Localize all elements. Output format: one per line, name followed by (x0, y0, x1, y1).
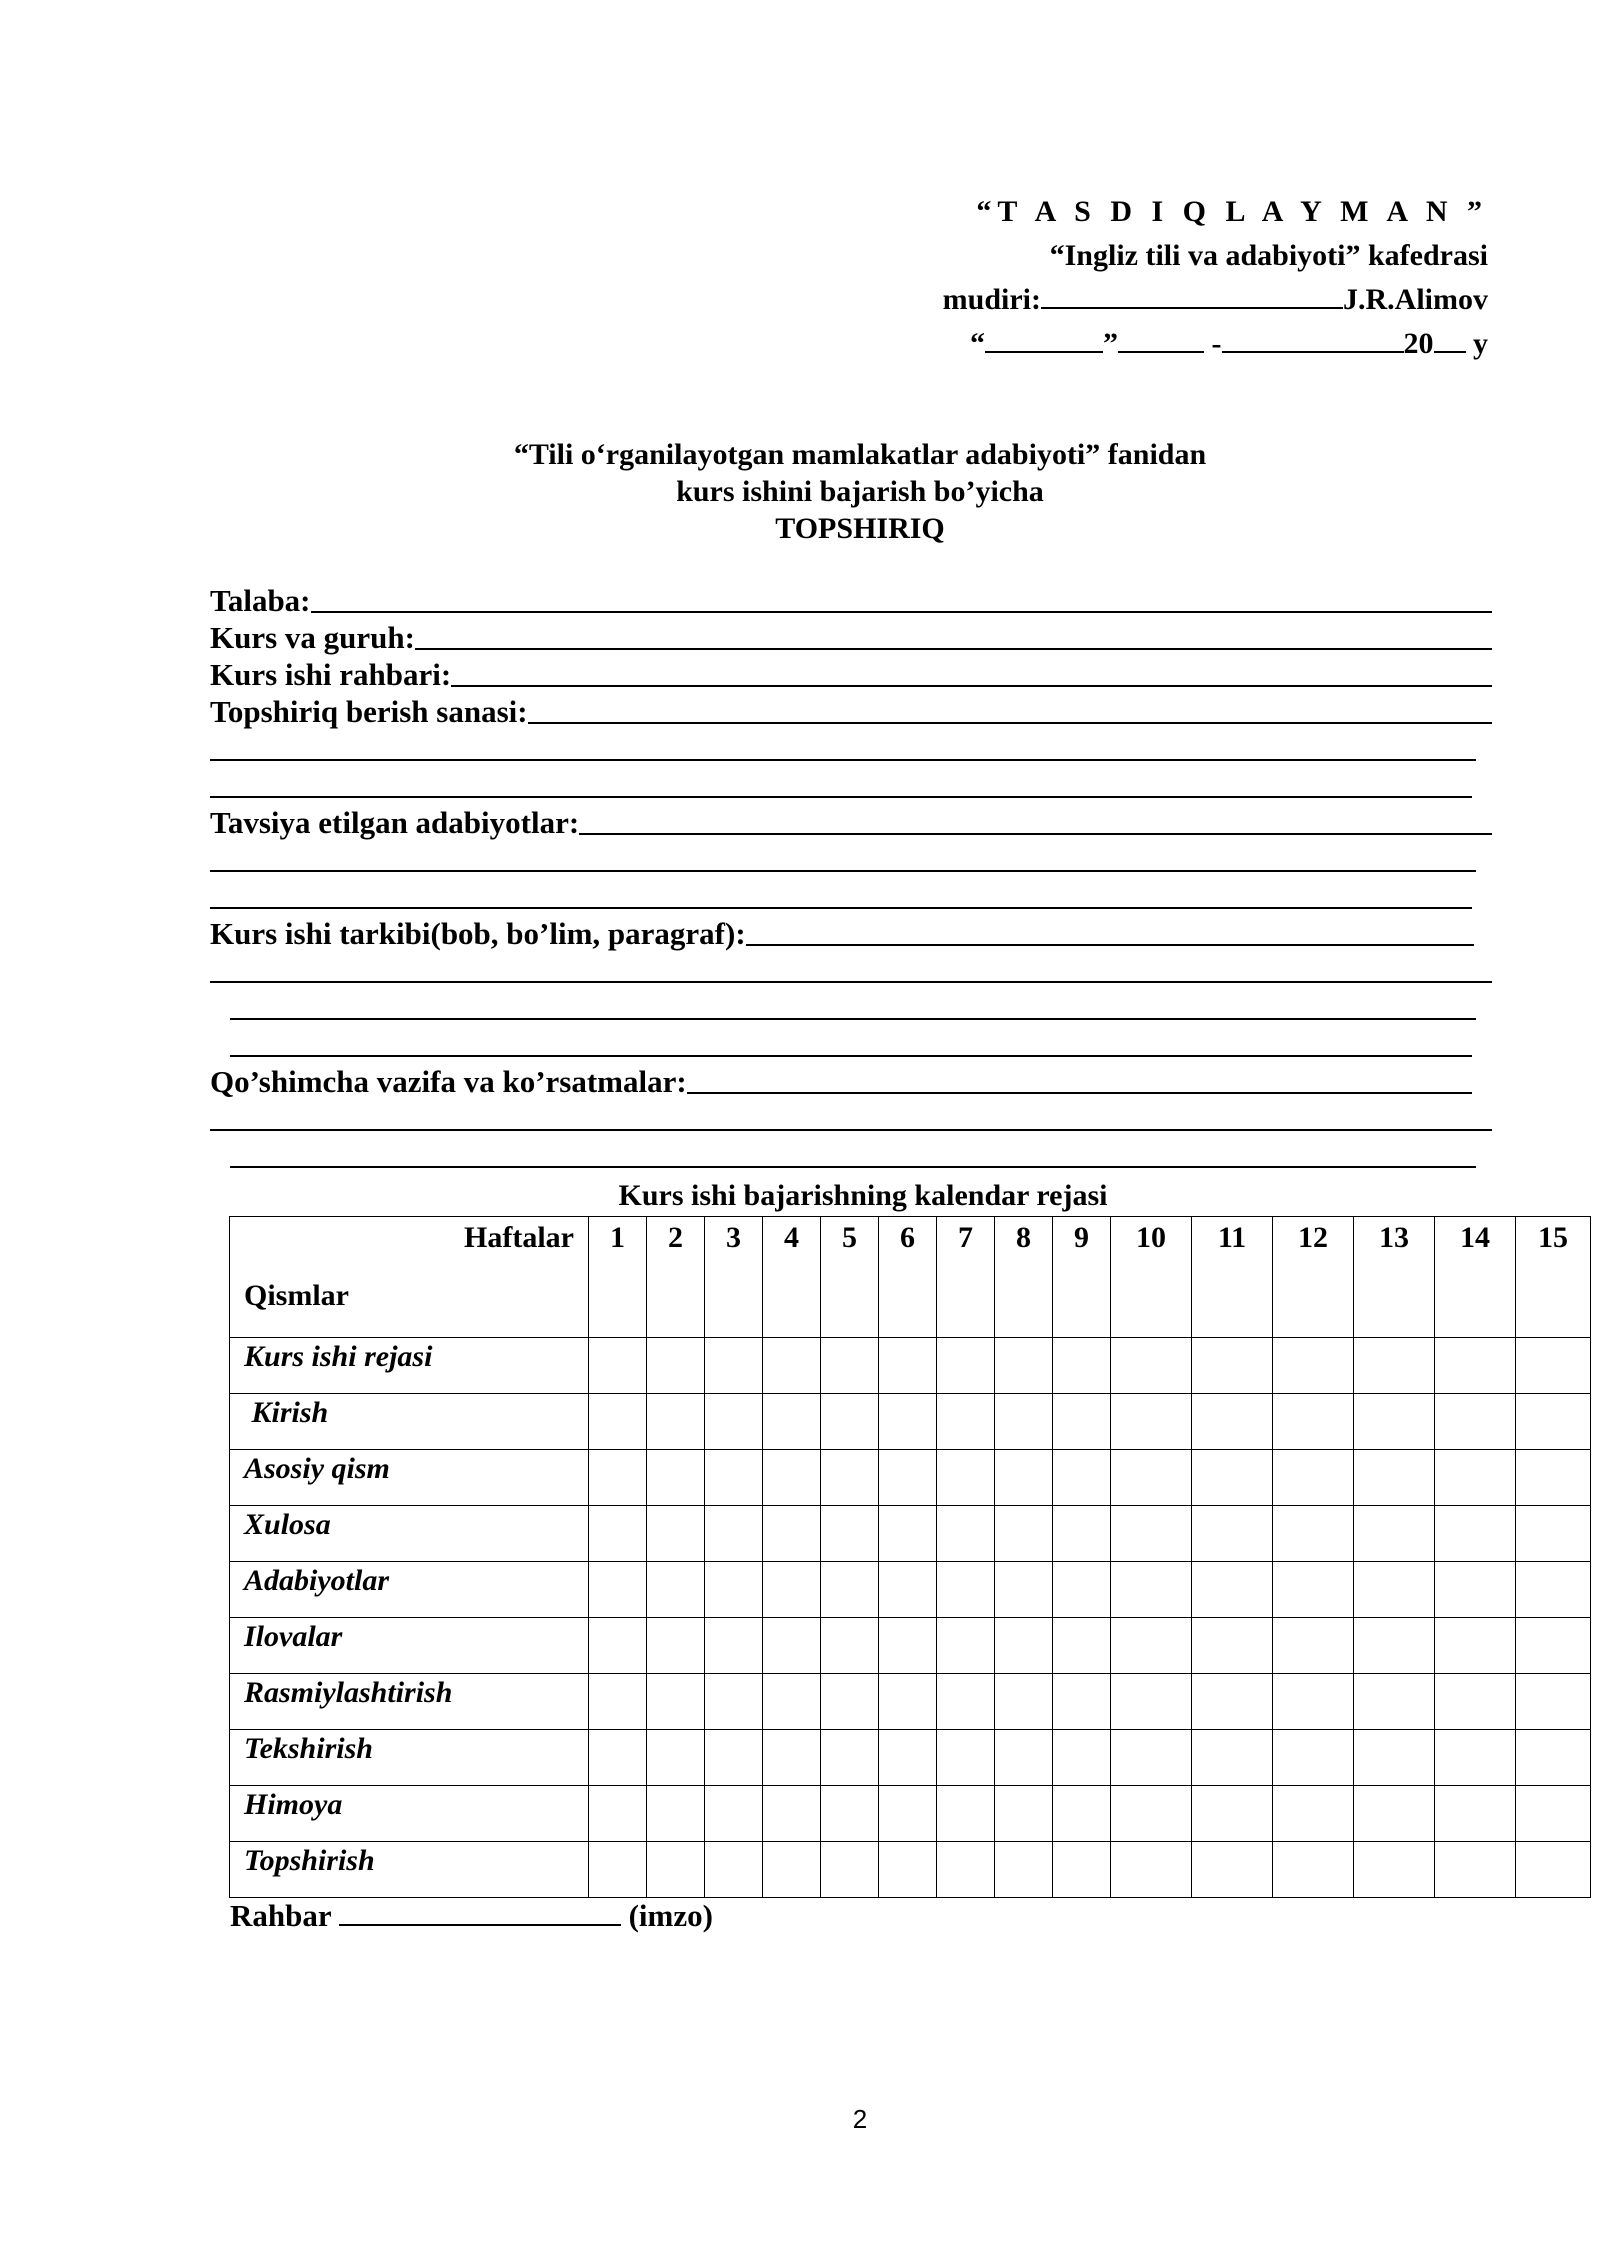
week-header-cell: 11 (1192, 1217, 1273, 1338)
blank-line[interactable] (210, 1137, 1492, 1174)
schedule-cell[interactable] (1354, 1730, 1435, 1786)
parts-label: Qismlar (244, 1279, 349, 1312)
schedule-cell[interactable] (763, 1618, 821, 1674)
schedule-cell[interactable] (1111, 1618, 1192, 1674)
schedule-cell[interactable] (1053, 1394, 1111, 1450)
calendar-header-row (230, 1217, 1591, 1338)
schedule-cell[interactable] (1192, 1562, 1273, 1618)
schedule-cell[interactable] (821, 1338, 879, 1394)
schedule-cell[interactable] (1435, 1338, 1516, 1394)
schedule-cell[interactable] (1354, 1786, 1435, 1842)
week-header-cell: 9 (1053, 1217, 1111, 1338)
part-label-cell: Adabiyotlar (230, 1562, 589, 1618)
schedule-cell[interactable] (821, 1506, 879, 1562)
schedule-cell[interactable] (1192, 1786, 1273, 1842)
week-header-cell: 1 (589, 1217, 647, 1338)
signature-label: Rahbar (230, 1898, 332, 1933)
schedule-cell[interactable] (1273, 1842, 1354, 1898)
schedule-cell[interactable] (1192, 1506, 1273, 1562)
schedule-cell[interactable] (879, 1730, 937, 1786)
schedule-cell[interactable] (705, 1562, 763, 1618)
schedule-cell[interactable] (1516, 1674, 1591, 1730)
approval-head-name: J.R.Alimov (1343, 283, 1488, 316)
schedule-cell[interactable] (1273, 1450, 1354, 1506)
schedule-cell[interactable] (1516, 1338, 1591, 1394)
schedule-cell[interactable] (647, 1730, 705, 1786)
schedule-cell[interactable] (1516, 1450, 1591, 1506)
schedule-cell[interactable] (1053, 1338, 1111, 1394)
course-group-field[interactable] (415, 646, 1492, 650)
schedule-cell[interactable] (995, 1842, 1053, 1898)
schedule-cell[interactable] (1516, 1618, 1591, 1674)
blank-line[interactable] (210, 841, 1492, 878)
schedule-cell[interactable] (1111, 1730, 1192, 1786)
supervisor-field[interactable] (451, 683, 1492, 687)
schedule-cell[interactable] (1053, 1842, 1111, 1898)
schedule-cell[interactable] (705, 1450, 763, 1506)
supervisor-label: Kurs ishi rahbari: (210, 657, 452, 692)
blank-line[interactable] (210, 1100, 1492, 1137)
schedule-cell[interactable] (1354, 1394, 1435, 1450)
schedule-cell[interactable] (1435, 1450, 1516, 1506)
schedule-cell[interactable] (589, 1618, 647, 1674)
schedule-cell[interactable] (1192, 1394, 1273, 1450)
schedule-cell[interactable] (995, 1394, 1053, 1450)
week-header-cell: 2 (647, 1217, 705, 1338)
week-header-cell: 5 (821, 1217, 879, 1338)
schedule-cell[interactable] (879, 1674, 937, 1730)
schedule-cell[interactable] (937, 1674, 995, 1730)
schedule-cell[interactable] (705, 1674, 763, 1730)
week-header-cell: 15 (1516, 1217, 1591, 1338)
schedule-cell[interactable] (1354, 1562, 1435, 1618)
week-header-cell: 6 (879, 1217, 937, 1338)
references-field[interactable] (579, 831, 1492, 835)
schedule-cell[interactable] (1192, 1842, 1273, 1898)
calendar-row (230, 1506, 1591, 1562)
extra-label: Qo’shimcha vazifa va ko’rsatmalar: (210, 1064, 687, 1099)
heading-course-work: kurs ishini bajarish bo’yicha (676, 475, 1044, 508)
approval-head-line (943, 278, 1488, 322)
schedule-cell[interactable] (1053, 1786, 1111, 1842)
schedule-cell[interactable] (647, 1394, 705, 1450)
schedule-cell[interactable] (995, 1450, 1053, 1506)
calendar-row (230, 1562, 1591, 1618)
schedule-cell[interactable] (1516, 1786, 1591, 1842)
week-header-cell: 3 (705, 1217, 763, 1338)
schedule-cell[interactable] (1273, 1562, 1354, 1618)
supervisor-row (210, 656, 1492, 693)
schedule-cell[interactable] (937, 1450, 995, 1506)
schedule-cell[interactable] (1435, 1730, 1516, 1786)
schedule-cell[interactable] (1111, 1674, 1192, 1730)
schedule-cell[interactable] (763, 1842, 821, 1898)
blank-line[interactable] (210, 1026, 1492, 1063)
calendar-row (230, 1674, 1591, 1730)
schedule-cell[interactable] (1273, 1786, 1354, 1842)
schedule-cell[interactable] (763, 1562, 821, 1618)
student-label: Talaba: (210, 583, 311, 618)
calendar-row (230, 1450, 1591, 1506)
schedule-cell[interactable] (763, 1394, 821, 1450)
year-field[interactable] (1434, 323, 1466, 353)
schedule-cell[interactable] (879, 1562, 937, 1618)
schedule-cell[interactable] (879, 1506, 937, 1562)
schedule-cell[interactable] (1053, 1506, 1111, 1562)
week-header-cell: 14 (1435, 1217, 1516, 1338)
schedule-cell[interactable] (937, 1786, 995, 1842)
schedule-cell[interactable] (1111, 1394, 1192, 1450)
approval-signature-line[interactable] (1041, 279, 1343, 309)
schedule-cell[interactable] (705, 1506, 763, 1562)
schedule-cell[interactable] (705, 1786, 763, 1842)
schedule-cell[interactable] (1192, 1618, 1273, 1674)
student-field[interactable] (311, 609, 1492, 613)
schedule-cell[interactable] (705, 1394, 763, 1450)
schedule-cell[interactable] (647, 1562, 705, 1618)
schedule-cell[interactable] (1354, 1506, 1435, 1562)
schedule-cell[interactable] (1354, 1842, 1435, 1898)
schedule-cell[interactable] (1516, 1562, 1591, 1618)
schedule-cell[interactable] (763, 1730, 821, 1786)
schedule-cell[interactable] (1354, 1450, 1435, 1506)
schedule-cell[interactable] (1516, 1842, 1591, 1898)
schedule-cell[interactable] (589, 1842, 647, 1898)
schedule-cell[interactable] (647, 1842, 705, 1898)
schedule-cell[interactable] (1192, 1450, 1273, 1506)
issue-date-row (210, 693, 1492, 730)
schedule-cell[interactable] (879, 1338, 937, 1394)
schedule-cell[interactable] (589, 1338, 647, 1394)
part-label-cell: Asosiy qism (230, 1450, 589, 1506)
schedule-cell[interactable] (1111, 1842, 1192, 1898)
schedule-cell[interactable] (1053, 1618, 1111, 1674)
schedule-cell[interactable] (1273, 1394, 1354, 1450)
schedule-cell[interactable] (1435, 1674, 1516, 1730)
schedule-cell[interactable] (821, 1618, 879, 1674)
calendar-row (230, 1618, 1591, 1674)
schedule-cell[interactable] (995, 1562, 1053, 1618)
schedule-cell[interactable] (1273, 1338, 1354, 1394)
schedule-cell[interactable] (1111, 1450, 1192, 1506)
schedule-cell[interactable] (763, 1450, 821, 1506)
schedule-cell[interactable] (1192, 1730, 1273, 1786)
schedule-cell[interactable] (1273, 1506, 1354, 1562)
schedule-cell[interactable] (821, 1786, 879, 1842)
weeks-label: Haftalar (464, 1221, 574, 1254)
page-number: 2 (852, 2104, 868, 2134)
schedule-cell[interactable] (995, 1674, 1053, 1730)
schedule-cell[interactable] (1192, 1338, 1273, 1394)
calendar-row (230, 1338, 1591, 1394)
approval-head-label: mudiri: (942, 283, 1041, 316)
schedule-cell[interactable] (1435, 1842, 1516, 1898)
course-group-label: Kurs va guruh: (210, 620, 415, 655)
schedule-cell[interactable] (1273, 1618, 1354, 1674)
schedule-cell[interactable] (1516, 1394, 1591, 1450)
references-label: Tavsiya etilgan adabiyotlar: (210, 805, 580, 840)
schedule-cell[interactable] (995, 1506, 1053, 1562)
date-day-field[interactable] (985, 323, 1103, 353)
schedule-cell[interactable] (937, 1506, 995, 1562)
schedule-cell[interactable] (1354, 1674, 1435, 1730)
schedule-cell[interactable] (937, 1338, 995, 1394)
schedule-cell[interactable] (647, 1674, 705, 1730)
schedule-cell[interactable] (705, 1338, 763, 1394)
schedule-cell[interactable] (589, 1786, 647, 1842)
week-header-cell: 4 (763, 1217, 821, 1338)
schedule-cell[interactable] (1435, 1786, 1516, 1842)
schedule-cell[interactable] (1192, 1674, 1273, 1730)
schedule-cell[interactable] (1435, 1394, 1516, 1450)
document-heading (0, 436, 1600, 547)
calendar-row (230, 1842, 1591, 1898)
schedule-cell[interactable] (1516, 1730, 1591, 1786)
calendar-row (230, 1394, 1591, 1450)
blank-line[interactable] (210, 878, 1492, 915)
course-group-row (210, 619, 1492, 656)
schedule-cell[interactable] (647, 1338, 705, 1394)
schedule-cell[interactable] (589, 1562, 647, 1618)
heading-title: TOPSHIRIQ (775, 512, 945, 545)
issue-date-field[interactable] (528, 720, 1492, 724)
week-header-cell: 7 (937, 1217, 995, 1338)
schedule-cell[interactable] (821, 1842, 879, 1898)
week-header-cell: 8 (995, 1217, 1053, 1338)
assignment-form (210, 582, 1492, 1174)
structure-label: Kurs ishi tarkibi(bob, bo’lim, paragraf): (210, 916, 746, 951)
schedule-cell[interactable] (937, 1842, 995, 1898)
date-dash: - (1211, 327, 1222, 360)
approval-department: “Ingliz tili va adabiyoti” kafedrasi (1049, 239, 1488, 272)
schedule-cell[interactable] (821, 1394, 879, 1450)
date-close-quote: ” (1103, 327, 1118, 360)
schedule-cell[interactable] (937, 1618, 995, 1674)
part-label-cell: Tekshirish (230, 1730, 589, 1786)
approval-title: “T A S D I Q L A Y M A N ” (976, 195, 1488, 228)
schedule-cell[interactable] (1111, 1338, 1192, 1394)
schedule-cell[interactable] (1354, 1338, 1435, 1394)
schedule-cell[interactable] (1053, 1674, 1111, 1730)
structure-field[interactable] (746, 942, 1474, 946)
schedule-cell[interactable] (589, 1730, 647, 1786)
date-extra-field[interactable] (1222, 323, 1404, 353)
schedule-cell[interactable] (1111, 1562, 1192, 1618)
schedule-cell[interactable] (1516, 1506, 1591, 1562)
schedule-cell[interactable] (1435, 1618, 1516, 1674)
schedule-cell[interactable] (647, 1450, 705, 1506)
signature-field[interactable] (339, 1898, 621, 1926)
part-label-cell: Ilovalar (230, 1618, 589, 1674)
schedule-cell[interactable] (1435, 1562, 1516, 1618)
references-row (210, 804, 1492, 841)
schedule-cell[interactable] (589, 1394, 647, 1450)
blank-line[interactable] (210, 989, 1492, 1026)
schedule-cell[interactable] (1435, 1506, 1516, 1562)
week-header-cell: 13 (1354, 1217, 1435, 1338)
extra-field[interactable] (687, 1090, 1472, 1094)
calendar-row (230, 1786, 1591, 1842)
schedule-cell[interactable] (705, 1618, 763, 1674)
schedule-cell[interactable] (879, 1786, 937, 1842)
blank-line[interactable] (210, 767, 1492, 804)
year-suffix: y (1473, 327, 1488, 360)
schedule-cell[interactable] (937, 1730, 995, 1786)
schedule-cell[interactable] (705, 1730, 763, 1786)
schedule-cell[interactable] (1053, 1730, 1111, 1786)
part-label-cell: Kirish (230, 1394, 589, 1450)
heading-subject: “Tili o‘rganilayotgan mamlakatlar adabiyoti” fanidan (513, 438, 1207, 471)
schedule-cell[interactable] (879, 1394, 937, 1450)
schedule-cell[interactable] (589, 1506, 647, 1562)
signature-line (230, 1898, 713, 1934)
signature-note: (imzo) (628, 1898, 713, 1933)
schedule-cell[interactable] (647, 1506, 705, 1562)
schedule-cell[interactable] (937, 1394, 995, 1450)
schedule-cell[interactable] (821, 1450, 879, 1506)
calendar-corner-cell (230, 1217, 589, 1338)
approval-block (943, 190, 1488, 366)
schedule-cell[interactable] (763, 1338, 821, 1394)
schedule-cell[interactable] (647, 1618, 705, 1674)
date-month-field[interactable] (1118, 323, 1204, 353)
schedule-cell[interactable] (821, 1730, 879, 1786)
schedule-cell[interactable] (995, 1338, 1053, 1394)
blank-line[interactable] (210, 952, 1492, 989)
calendar-table (229, 1216, 1591, 1898)
calendar-row (230, 1730, 1591, 1786)
schedule-cell[interactable] (879, 1618, 937, 1674)
year-prefix: 20 (1403, 327, 1434, 360)
schedule-cell[interactable] (821, 1562, 879, 1618)
schedule-cell[interactable] (1273, 1730, 1354, 1786)
schedule-cell[interactable] (937, 1562, 995, 1618)
blank-line[interactable] (210, 730, 1492, 767)
schedule-cell[interactable] (879, 1842, 937, 1898)
week-header-cell: 12 (1273, 1217, 1354, 1338)
schedule-cell[interactable] (1111, 1786, 1192, 1842)
issue-date-label: Topshiriq berish sanasi: (210, 694, 528, 729)
schedule-cell[interactable] (705, 1842, 763, 1898)
schedule-cell[interactable] (1111, 1506, 1192, 1562)
part-label-cell: Rasmiylashtirish (230, 1674, 589, 1730)
schedule-cell[interactable] (995, 1786, 1053, 1842)
schedule-cell[interactable] (879, 1450, 937, 1506)
schedule-cell[interactable] (763, 1506, 821, 1562)
part-label-cell: Himoya (230, 1786, 589, 1842)
schedule-cell[interactable] (589, 1674, 647, 1730)
date-open-quote: “ (970, 327, 985, 360)
schedule-cell[interactable] (1053, 1450, 1111, 1506)
schedule-cell[interactable] (821, 1674, 879, 1730)
schedule-cell[interactable] (763, 1674, 821, 1730)
schedule-cell[interactable] (995, 1618, 1053, 1674)
schedule-cell[interactable] (995, 1730, 1053, 1786)
week-header-cell: 10 (1111, 1217, 1192, 1338)
schedule-cell[interactable] (1354, 1618, 1435, 1674)
part-label-cell: Topshirish (230, 1842, 589, 1898)
schedule-cell[interactable] (763, 1786, 821, 1842)
schedule-cell[interactable] (647, 1786, 705, 1842)
calendar-title: Kurs ishi bajarishning kalendar rejasi (618, 1179, 1108, 1212)
part-label-cell: Xulosa (230, 1506, 589, 1562)
approval-date-line (943, 322, 1488, 366)
extra-row (210, 1063, 1492, 1100)
schedule-cell[interactable] (1053, 1562, 1111, 1618)
student-row (210, 582, 1492, 619)
schedule-cell[interactable] (589, 1450, 647, 1506)
schedule-cell[interactable] (1273, 1674, 1354, 1730)
structure-row (210, 915, 1492, 952)
part-label-cell: Kurs ishi rejasi (230, 1338, 589, 1394)
